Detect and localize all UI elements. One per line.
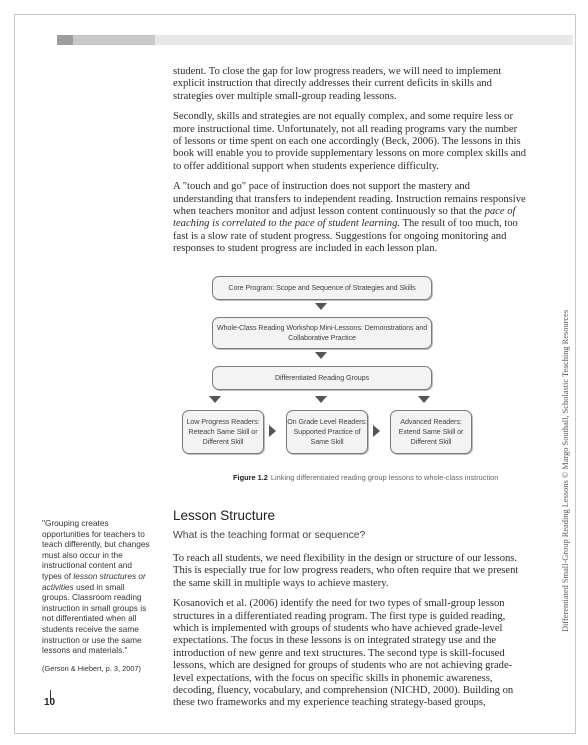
box-differentiated-groups: Differentiated Reading Groups — [212, 366, 432, 390]
box-core-program: Core Program: Scope and Sequence of Strategies and Skills — [212, 276, 432, 300]
section-heading: Lesson Structure — [173, 508, 276, 523]
page-number: 10 — [44, 697, 56, 708]
box-grade-level: On Grade Level Readers: Supported Practice of Same Skill — [286, 410, 368, 454]
intro-paragraph-2: Secondly, skills and strategies are not equally complex, and some require less or more instructional time. Unfortunately, not all reading programs vary the number of lessons or time spent on each one accordingly (Beck, 2006). The lessons in this book will enable you to provide supplementary lessons on more complex skills and to offer additional support when students experience difficulty. — [173, 111, 527, 172]
header-bar-light-segment — [155, 35, 573, 45]
intro-paragraph-3-emphasis: pace of teaching is correlated to the pace of student learning. — [173, 206, 516, 230]
sidebar-quote-end: used in small groups. Classroom reading instruction in small groups is not differentiated when all students receive the same instruction or use the same lessons and materials." — [42, 581, 147, 656]
figure-caption — [233, 473, 498, 482]
arrow-right-icon — [373, 425, 380, 437]
arrow-down-icon — [209, 396, 221, 403]
section-paragraph-1: To reach all students, we need flexibility in the design or structure of our lessons. This is especially true for low progress readers, who often require that we present the same skill in multiple ways to achieve mastery. — [173, 553, 519, 589]
section-paragraph-2: Kosanovich et al. (2006) identify the need for two types of small-group lesson structures in a differentiated reading program. The first type is guided reading, which is implemented with groups of students who have achieved grade-level expectations. The focus in these lessons is on integrated strategy use and the introduction of new genre and text structures. The second type is skill-focused lessons, which are designed for groups of students who are not achieving grade-level expectations, with the focus on specific skills in phonemic awareness, decoding, fluency, vocabulary, and comprehension (NICHD, 2000). Building on these two frameworks and my experience teaching strategy-based groups, — [173, 598, 514, 709]
side-credit — [561, 212, 575, 632]
header-bar — [57, 35, 573, 45]
section-question: What is the teaching format or sequence? — [173, 530, 366, 541]
intro-paragraph-3-end: The result of too much, too fast is a slow rate of student progress. Suggestions for ongoing monitoring and responses to student progress are included in each lesson plan. — [173, 218, 518, 255]
sidebar-quote-emphasis: lesson structures or activities — [42, 570, 146, 592]
arrow-right-icon — [269, 425, 276, 437]
header-bar-mid-segment — [73, 35, 155, 45]
figure-caption-text: Linking differentiated reading group lessons to whole-class instruction — [270, 473, 499, 482]
box-low-progress: Low Progress Readers: Reteach Same Skill or Different Skill — [182, 410, 264, 454]
intro-paragraph-3-start: A "touch and go" pace of instruction does not support the mastery and understanding that transfers to independent reading. Instruction remains responsive when teachers monitor and adjust lesson content continuously so that the — [173, 181, 526, 218]
arrow-down-icon — [418, 396, 430, 403]
sidebar-citation: (Gerson & Hiebert, p. 3, 2007) — [42, 664, 142, 673]
arrow-down-icon — [315, 396, 327, 403]
sidebar-quote-start: "Grouping creates opportunities for teachers to teach differently, but changes must also occur in the instructional content and types of — [42, 518, 150, 581]
figure-diagram — [182, 272, 472, 482]
figure-label: Figure 1.2 — [233, 473, 268, 482]
side-credit-text: Differentiated Small-Group Reading Lessons © Margo Southall, Scholastic Teaching Resources — [561, 309, 570, 632]
box-whole-class: Whole-Class Reading Workshop Mini-Lessons: Demonstrations and Collaborative Practice — [212, 317, 432, 349]
header-bar-dark-segment — [57, 35, 73, 45]
arrow-down-icon — [315, 352, 327, 359]
intro-paragraph-1: student. To close the gap for low progress readers, we will need to implement explicit instruction that directly addresses their current deficits in skills and strategies over multiple small-group reading lessons. — [173, 66, 502, 102]
sidebar-quote — [42, 518, 154, 656]
arrow-down-icon — [315, 303, 327, 310]
intro-paragraph-3 — [173, 181, 528, 255]
box-advanced: Advanced Readers: Extend Same Skill or Different Skill — [390, 410, 472, 454]
section-text — [173, 553, 528, 718]
intro-text — [173, 66, 528, 264]
